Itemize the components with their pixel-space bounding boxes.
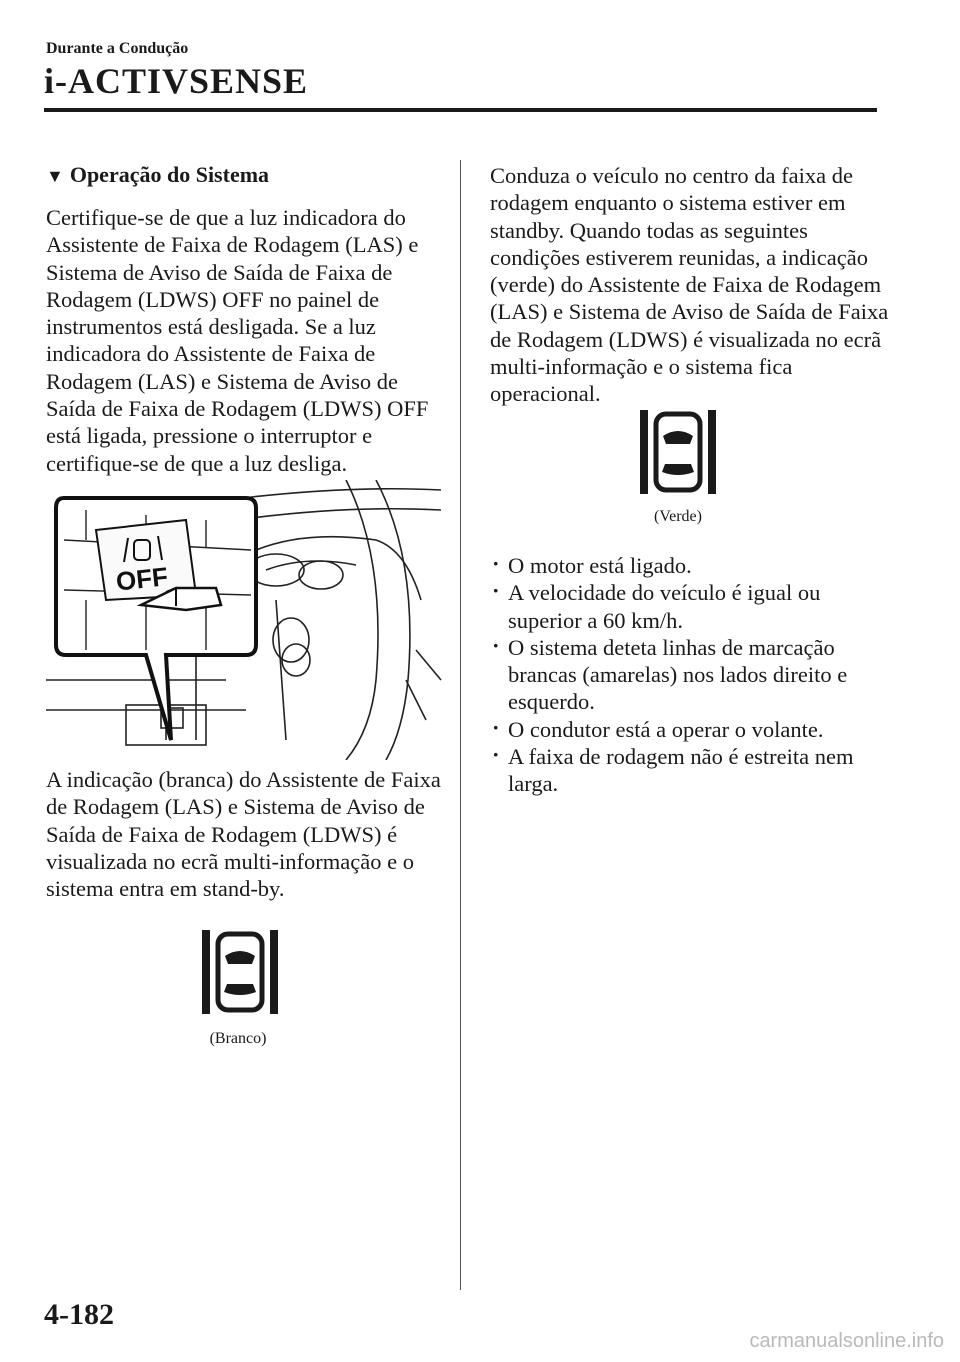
- switch-off-label: OFF: [114, 561, 170, 597]
- lane-indicator-white-icon: [200, 926, 280, 1018]
- intro-block: [46, 204, 446, 477]
- operational-paragraph: Conduza o veículo no centro da faixa de rodagem enquanto o sistema estiver em standby. Quando todas as seguintes condições estiverem reunidas, a indicação (verde) do Assistente de Faixa de Rodagem (LAS) e Sistema de Aviso de Saída de Faixa de Rodagem (LDWS) é visualizada no ecrã multi-informação e o sistema fica operacional.: [490, 163, 889, 407]
- column-divider: [460, 160, 461, 1290]
- standby-paragraph: A indicação (branca) do Assistente de Faixa de Rodagem (LAS) e Sistema de Aviso de Saída de Faixa de Rodagem (LDWS) é visualizada no ecrã multi-informação e o sistema entra em stand-by.: [46, 767, 441, 902]
- subheading-text: Operação do Sistema: [69, 162, 270, 187]
- list-item: · O sistema deteta linhas de marcação brancas (amarelas) nos lados direito e esquerdo.: [490, 634, 890, 716]
- lane-indicator-green-icon: [638, 406, 718, 498]
- conditions-list: [490, 552, 890, 798]
- subheading: [46, 162, 269, 188]
- list-item: · A velocidade do veículo é igual ou superior a 60 km/h.: [490, 579, 890, 634]
- operational-block: [490, 162, 890, 408]
- chapter-title: Durante a Condução: [46, 40, 189, 57]
- caption-green: (Verde): [654, 508, 702, 525]
- watermark: carmanualsonline.info: [749, 1330, 944, 1352]
- caption-white: (Branco): [209, 1030, 267, 1047]
- section-title: i-ACTIVSENSE: [44, 61, 309, 101]
- list-item: · O motor está ligado.: [490, 552, 890, 579]
- page-number: 4-182: [44, 1298, 114, 1331]
- dashboard-switch-illustration: [46, 480, 446, 760]
- header-rule: [44, 108, 877, 112]
- triangle-down-icon: ▼: [46, 166, 64, 186]
- conditions-block: [490, 552, 890, 798]
- standby-block: [46, 766, 446, 902]
- list-item: · A faixa de rodagem não é estreita nem larga.: [490, 743, 890, 798]
- intro-paragraph: Certifique-se de que a luz indicadora do Assistente de Faixa de Rodagem (LAS) e Sistema de Aviso de Saída de Faixa de Rodagem (LDWS) OFF no painel de instrumentos está desligada. Se a luz indicadora do Assistente de Faixa de Rodagem (LAS) e Sistema de Aviso de Saída de Faixa de Rodagem (LDWS) OFF está ligada, pressione o interruptor e certifique-se de que a luz desliga.: [46, 205, 429, 476]
- list-item: · O condutor está a operar o volante.: [490, 716, 890, 743]
